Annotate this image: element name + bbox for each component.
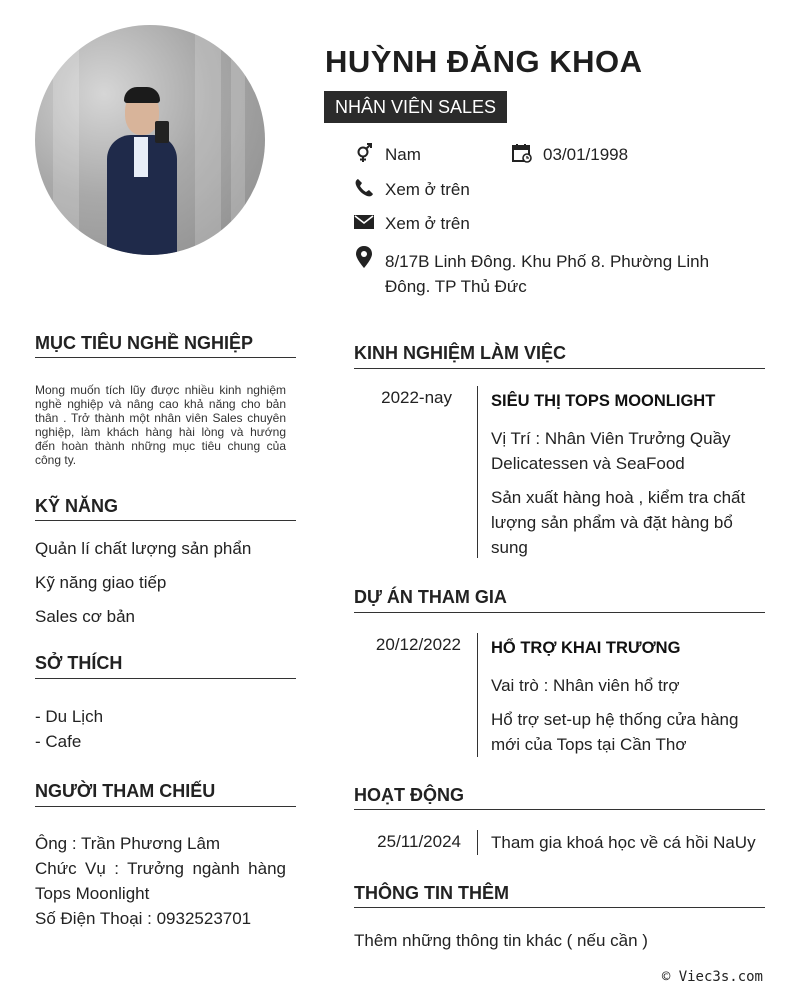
reference-position-cont: Tops Moonlight	[35, 884, 150, 903]
skill-item: Sales cơ bản	[35, 607, 135, 626]
job-title-badge: NHÂN VIÊN SALES	[324, 91, 507, 123]
activity-text: Tham gia khoá học về cá hồi NaUy	[491, 833, 756, 852]
phone-icon	[354, 178, 374, 198]
location-icon	[354, 247, 374, 267]
projects-heading: DỰ ÁN THAM GIA	[354, 587, 507, 607]
experience-divider	[354, 368, 765, 369]
activities-heading: HOẠT ĐỘNG	[354, 785, 464, 805]
activities-divider	[354, 809, 765, 810]
project-date: 20/12/2022	[375, 635, 461, 654]
experience-date: 2022-nay	[381, 388, 452, 407]
hobbies-divider	[35, 678, 296, 679]
extra-text: Thêm những thông tin khác ( nếu cần )	[354, 931, 648, 950]
reference-position: Chức Vụ : Trưởng ngành hàng	[35, 859, 286, 878]
extra-heading: THÔNG TIN THÊM	[354, 883, 509, 903]
gender-value: Nam	[385, 145, 421, 164]
project-role: Vai trò : Nhân viên hổ trợ	[491, 676, 680, 695]
project-description: Hổ trợ set-up hệ thống cửa hàng mới của Tops tại Cần Thơ	[491, 710, 739, 754]
footer-credit: © Viec3s.com	[661, 969, 763, 985]
experience-description: Sản xuất hàng hoà , kiểm tra chất lượng sản phẩm và đặt hàng bổ sung	[491, 488, 746, 557]
gender-icon	[354, 143, 374, 163]
reference-phone: Số Điện Thoại : 0932523701	[35, 909, 252, 928]
activity-timeline	[477, 830, 478, 855]
references-divider	[35, 806, 296, 807]
objective-heading: MỤC TIÊU NGHỀ NGHIỆP	[35, 333, 254, 353]
experience-company: SIÊU THỊ TOPS MOONLIGHT	[491, 392, 716, 410]
extra-divider	[354, 907, 765, 908]
avatar-photo	[35, 25, 265, 255]
objective-divider	[35, 357, 296, 358]
phone-value: Xem ở trên	[385, 180, 470, 199]
projects-divider	[354, 612, 765, 613]
skills-heading: KỸ NĂNG	[35, 496, 119, 516]
candidate-name: HUỲNH ĐĂNG KHOA	[325, 44, 643, 79]
email-value: Xem ở trên	[385, 214, 470, 233]
experience-timeline	[477, 386, 478, 558]
reference-name: Ông : Trần Phương Lâm	[35, 834, 221, 853]
skill-item: Quản lí chất lượng sản phẩn	[35, 539, 252, 558]
activity-date: 25/11/2024	[377, 832, 461, 851]
skill-item: Kỹ năng giao tiếp	[35, 573, 167, 592]
hobbies-heading: SỞ THÍCH	[35, 653, 123, 673]
references-heading: NGƯỜI THAM CHIẾU	[35, 781, 216, 801]
project-name: HỔ TRỢ KHAI TRƯƠNG	[491, 639, 681, 657]
hobby-item: - Cafe	[35, 732, 82, 751]
experience-heading: KINH NGHIỆM LÀM VIỆC	[354, 343, 567, 363]
address-value: 8/17B Linh Đông. Khu Phố 8. Phường Linh Đông. TP Thủ Đức	[385, 252, 710, 296]
skills-divider	[35, 520, 296, 521]
calendar-icon	[512, 143, 532, 163]
birthday-value: 03/01/1998	[543, 145, 629, 164]
hobby-item: - Du Lịch	[35, 707, 104, 726]
project-timeline	[477, 633, 478, 757]
experience-position: Vị Trí : Nhân Viên Trưởng Quầy Delicatessen và SeaFood	[491, 429, 731, 473]
objective-text: Mong muốn tích lũy được nhiều kinh nghiệm nghề nghiệp và nâng cao khả năng cho bản thân . Trở thành một nhân viên Sales chuyên nghiệp, làm khách hàng hài lòng và hướng đến hoàn thành những mục tiêu chung của công ty.	[35, 383, 286, 467]
email-icon	[354, 212, 374, 232]
